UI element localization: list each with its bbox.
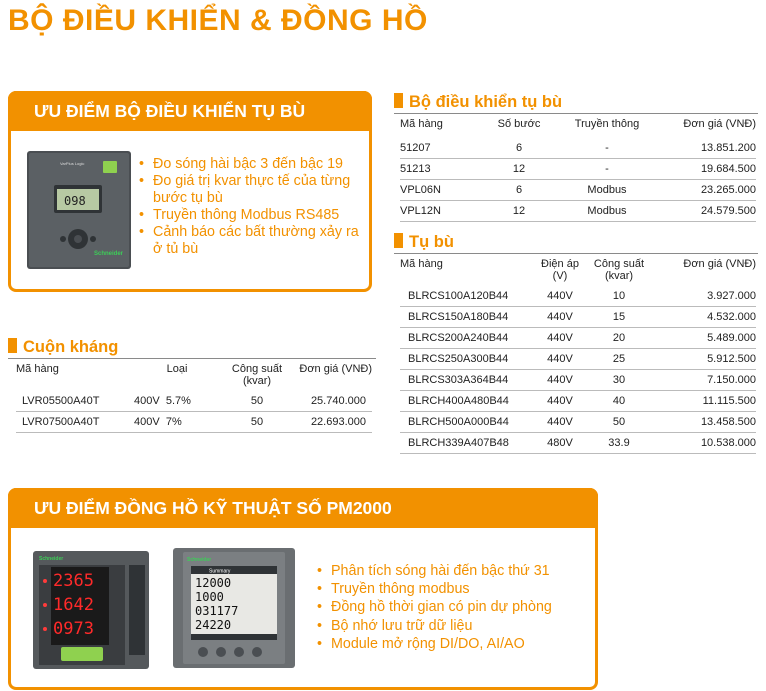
section-marker	[8, 338, 17, 353]
page-title: BỘ ĐIỀU KHIỂN & ĐỒNG HỒ	[8, 4, 428, 37]
meter-advantages-title: ƯU ĐIỂM ĐỒNG HỒ KỸ THUẬT SỐ PM2000	[8, 488, 598, 528]
led-value-2: 1642	[53, 595, 94, 615]
table-row: BLRCS150A180B44 440V 15 4.532.000	[400, 307, 756, 328]
lcd-value-4: 24220	[195, 618, 232, 632]
list-item: • Truyền thông modbus	[317, 580, 587, 598]
table-row: VPL12N 12 Modbus 24.579.500	[400, 201, 756, 222]
table-header: Mã hàng Loại Công suất (kvar) Đơn giá (VNĐ)	[16, 363, 372, 387]
list-item: • Đồng hồ thời gian có pin dự phòng	[317, 598, 587, 616]
capacitor-section-title: Tụ bù	[394, 233, 454, 252]
svg-text:Schneider: Schneider	[94, 251, 124, 257]
table-row: LVR07500A40T 400V 7% 50 22.693.000	[16, 412, 372, 433]
section-divider	[8, 358, 376, 359]
list-item: • Đo giá trị kvar thực tế của từng bước tụ bù	[139, 173, 359, 207]
controller-advantages-list	[139, 156, 359, 258]
controller-table	[400, 118, 756, 222]
lcd-power-meter-image	[173, 548, 295, 673]
list-item: • Phân tích sóng hài đến bậc thứ 31	[317, 562, 587, 580]
table-row: BLRCH500A000B44 440V 50 13.458.500	[400, 412, 756, 433]
meter-advantages-panel	[8, 488, 598, 690]
led-power-meter-image	[33, 551, 149, 674]
svg-text:Schneider: Schneider	[187, 557, 212, 563]
table-row: BLRCS250A300B44 440V 25 5.912.500	[400, 349, 756, 370]
section-marker	[394, 233, 403, 248]
list-item: • Đo sóng hài bậc 3 đến bậc 19	[139, 156, 359, 173]
section-marker	[394, 93, 403, 108]
lcd-value-2: 1000	[195, 590, 224, 604]
svg-text:Summary: Summary	[209, 568, 231, 575]
controller-screen-value: 098	[64, 194, 86, 208]
section-divider	[394, 113, 758, 114]
table-row: BLRCS100A120B44 440V 10 3.927.000	[400, 286, 756, 307]
led-value-1: 2365	[53, 571, 94, 591]
led-value-3: 0973	[53, 619, 94, 639]
reactor-table	[16, 363, 372, 433]
lcd-value-1: 12000	[195, 576, 232, 590]
table-row: 51207 6 - 13.851.200	[400, 138, 756, 159]
svg-text:Schneider: Schneider	[39, 556, 64, 562]
list-item: • Cảnh báo các bất thường xảy ra ở tủ bù	[139, 224, 359, 258]
list-item: • Truyền thông Modbus RS485	[139, 207, 359, 224]
table-row: 51213 12 - 19.684.500	[400, 159, 756, 180]
lcd-value-3: 031177	[195, 604, 239, 618]
table-header: Mã hàng Điện áp (V) Công suất (kvar) Đơn giá (VNĐ)	[400, 258, 756, 282]
list-item: • Bộ nhớ lưu trữ dữ liệu	[317, 617, 587, 635]
table-row: LVR05500A40T 400V 5.7% 50 25.740.000	[16, 391, 372, 412]
table-row: BLRCS303A364B44 440V 30 7.150.000	[400, 370, 756, 391]
svg-text:VarPlus Logic: VarPlus Logic	[60, 161, 85, 166]
table-header: Mã hàng Số bước Truyền thông Đơn giá (VNĐ)	[400, 118, 756, 130]
reactor-section-title: Cuộn kháng	[8, 338, 118, 357]
capacitor-table	[400, 258, 756, 454]
capacitor-controller-image	[27, 151, 131, 274]
section-divider	[394, 253, 758, 254]
meter-advantages-list	[317, 562, 587, 653]
table-row: BLRCS200A240B44 440V 20 5.489.000	[400, 328, 756, 349]
controller-advantages-panel	[8, 91, 372, 292]
table-row: VPL06N 6 Modbus 23.265.000	[400, 180, 756, 201]
table-row: BLRCH339A407B48 480V 33.9 10.538.000	[400, 433, 756, 454]
controller-advantages-title: ƯU ĐIỂM BỘ ĐIỀU KHIỂN TỤ BÙ	[8, 91, 372, 131]
list-item: • Module mở rộng DI/DO, AI/AO	[317, 635, 587, 653]
table-row: BLRCH400A480B44 440V 40 11.115.500	[400, 391, 756, 412]
controller-section-title: Bộ điều khiển tụ bù	[394, 93, 562, 112]
